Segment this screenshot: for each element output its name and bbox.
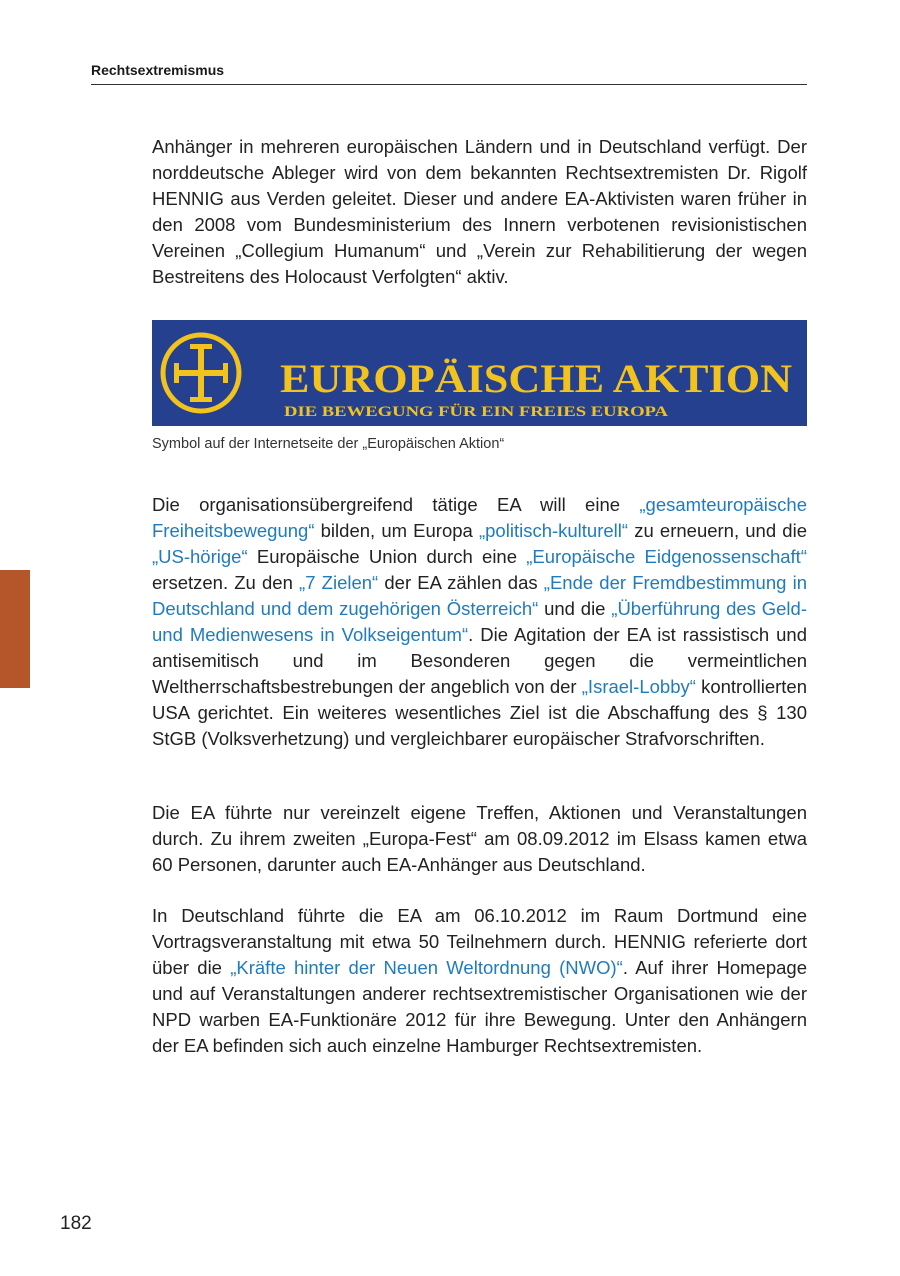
highlighted-quote: „Überführung des Geld- und Medienwesens in Volkseigentum“ — [152, 598, 807, 645]
page-number: 182 — [60, 1213, 92, 1234]
banner-subtitle: DIE BEWEGUNG FÜR EIN FREIES EUROPA — [284, 404, 594, 420]
text-segment: bilden, um Europa — [314, 520, 479, 541]
text-segment: Die organisationsübergreifend tätige EA will eine — [152, 494, 640, 515]
text-segment: kontrollierten USA gerichtet. Ein weiteres wesentliches Ziel ist die Abschaffung des § 130 StGB (Volksverhetzung) und vergleichbarer europäischer Strafvorschriften. — [152, 676, 808, 749]
header-rule — [91, 84, 807, 85]
text-segment: . Auf ihrer Homepage und auf Veranstaltungen anderer rechtsextremistischer Organisationen wie der NPD warben EA-Funktionäre 2012 für ihre Bewegung. Unter den Anhängern der EA befinden sich auch einzelne Hamburger Rechtsextremisten. — [152, 957, 807, 1056]
highlighted-quote: „Europäische Eidgenossenschaft“ — [526, 546, 807, 567]
europaeische-aktion-banner — [152, 320, 807, 426]
text-segment: ersetzen. Zu den — [152, 572, 300, 593]
highlighted-quote: „Kräfte hinter der Neuen Weltordnung (NWO)“ — [230, 957, 623, 978]
highlighted-quote: „politisch-kulturell“ — [478, 520, 629, 541]
text-segment: Europäische Union durch eine — [247, 546, 527, 567]
running-header: Rechtsextremismus — [91, 62, 225, 78]
highlighted-quote: „Ende der Fremdbestimmung in Deutschland und dem zugehörigen Österreich“ — [152, 572, 807, 619]
paragraph-1: Anhänger in mehreren europäischen Ländern und in Deutschland verfügt. Der norddeutsche Ableger wird von dem bekannten Rechtsextremisten Dr. Rigolf HENNIG aus Verden geleitet. Dieser und andere EA-Aktivisten waren früher in den 2008 vom Bundesministerium des Innern verbotenen revisionistischen Vereinen „Collegium Humanum“ und „Verein zur Rehabilitierung der wegen Bestreitens des Holocaust Verfolgten“ aktiv. — [152, 136, 807, 287]
text-segment: und die — [538, 598, 612, 619]
banner-title: EUROPÄISCHE AKTION — [280, 356, 793, 401]
text-segment: . Die Agitation der EA ist rassistisch und antisemitisch und im Besonderen gegen die vermeintlichen Weltherrschaftsbestrebungen der angeblich von der — [152, 624, 807, 697]
text-segment: der EA zählen das — [378, 572, 544, 593]
paragraph-3: Die EA führte nur vereinzelt eigene Treffen, Aktionen und Veranstaltungen durch. Zu ihrem zweiten „Europa-Fest“ am 08.09.2012 im Elsass kamen etwa 60 Personen, darunter auch EA-Anhänger aus Deutschland. — [152, 802, 807, 875]
highlighted-quote: „7 Zielen“ — [299, 572, 379, 593]
cross-circle-logo-icon — [163, 335, 239, 411]
paragraph-4 — [152, 903, 807, 1059]
text-segment: In Deutschland führte die EA am 06.10.2012 im Raum Dortmund eine Vortragsveranstaltung mit etwa 50 Teilnehmern durch. HENNIG referierte dort über die — [152, 905, 807, 978]
chapter-side-tab — [0, 570, 30, 688]
highlighted-quote: „gesamteuropäische Freiheitsbewegung“ — [152, 494, 807, 541]
highlighted-quote: „Israel-Lobby“ — [581, 676, 696, 697]
paragraph-2 — [152, 492, 807, 752]
text-segment: zu erneuern, und die — [628, 520, 807, 541]
image-caption: Symbol auf der Internetseite der „Europäischen Aktion“ — [152, 436, 505, 452]
highlighted-quote: „US-hörige“ — [152, 546, 248, 567]
